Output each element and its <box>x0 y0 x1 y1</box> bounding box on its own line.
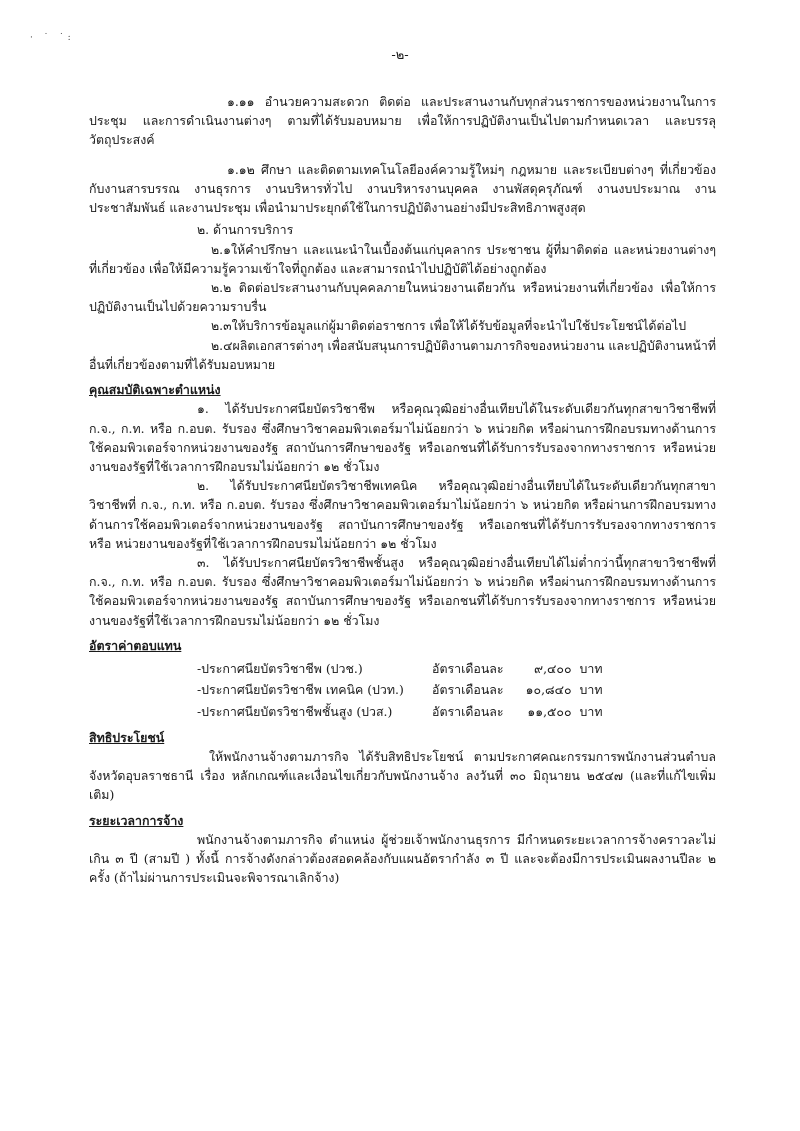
page-number: -๒- <box>391 48 409 63</box>
salary-rate: อัตราเดือนละ <box>432 661 504 677</box>
salary-label: -ประกาศนียบัตรวิชาชีพ (ปวช.) <box>197 661 363 677</box>
qualification-3: ๓. ได้รับประกาศนียบัตรวิชาชีพชั้นสูง หรือคุณวุฒิอย่างอื่นเทียบได้ไม่ต่ำกว่านี้ทุกสาขาวิชาชีพที่ ก.จ., ก.ท. หรือ ก.อบต. รับรอง ซึ่งศึกษาวิชาคอมพิวเตอร์มาไม่น้อยกว่า ๖ หน่วยกิต หรือผ่านการฝึกอบรมทางด้านการใช้คอมพิวเตอร์จากหน่วยงานของรัฐ สถาบันการศึกษาของรัฐ หรือเอกชนที่ได้รับการรับรองจากทางราชการ หรือหน่วยงานของรัฐที่ใช้เวลาการฝึกอบรมไม่น้อยกว่า ๑๒ ชั่วโมง <box>89 555 716 628</box>
salary-row <box>197 658 603 679</box>
salary-label: -ประกาศนียบัตรวิชาชีพชั้นสูง (ปวส.) <box>197 703 393 719</box>
duty-item-2-2: ๒.๒ ติดต่อประสานงานกับบุคคลภายในหน่วยงานเดียวกัน หรือหน่วยงานที่เกี่ยวข้อง เพื่อให้การปฏิบัติงานเป็นไปด้วยความราบรื่น <box>89 279 716 315</box>
duty-item-1-11: ๑.๑๑ อำนวยความสะดวก ติดต่อ และประสานงานกับทุกส่วนราชการของหน่วยงานในการประชุม และการดำเนินงานต่างๆ ตามที่ได้รับมอบหมาย เพื่อให้การปฏิบัติงานเป็นไปตามกำหนดเวลา และบรรลุวัตถุประสงค์ <box>89 94 716 148</box>
salary-rate: อัตราเดือนละ <box>432 682 504 698</box>
salary-unit: บาท <box>579 703 603 719</box>
salary-table <box>197 658 603 722</box>
salary-unit: บาท <box>579 682 603 698</box>
section-2-heading: ๒. ด้านการบริการ <box>197 222 294 238</box>
duty-item-2-1: ๒.๑ให้คำปรึกษา และแนะนำในเบื้องต้นแก่บุคลากร ประชาชน ผู้ที่มาติดต่อ และหน่วยงานต่างๆ ที่เกี่ยวข้อง เพื่อให้มีความรู้ความเข้าใจที่ถูกต้อง และสามารถนำไปปฏิบัติได้อย่างถูกต้อง <box>89 241 716 276</box>
duty-item-2-3: ๒.๓ให้บริการข้อมูลแก่ผู้มาติดต่อราชการ เพื่อให้ได้รับข้อมูลที่จะนำไปใช้ประโยชน์ได้ต่อไป <box>211 318 687 334</box>
salary-rate: อัตราเดือนละ <box>432 703 504 719</box>
salary-amount: ๑๐,๘๔๐ <box>525 682 572 698</box>
employment-period-text: พนักงานจ้างตามภารกิจ ตำแหน่ง ผู้ช่วยเจ้าพนักงานธุรการ มีกำหนดระยะเวลาการจ้างคราวละไม่เกิน ๓ ปี (สามปี ) ทั้งนี้ การจ้างดังกล่าวต้องสอดคล้องกับแผนอัตรากำลัง ๓ ปี และจะต้องมีการประเมินผลงานปีละ ๒ ครั้ง (ถ้าไม่ผ่านการประเมินจะพิจารณาเลิกจ้าง) <box>89 831 716 886</box>
benefits-heading: สิทธิประโยชน์ <box>89 729 165 745</box>
qualifications-heading: คุณสมบัติเฉพาะตำแหน่ง <box>89 382 221 398</box>
duty-item-2-4: ๒.๔ผลิตเอกสารต่างๆ เพื่อสนับสนุนการปฏิบัติงานตามภารกิจของหน่วยงาน และปฏิบัติงานหน้าที่อื่นที่เกี่ยวข้องตามที่ได้รับมอบหมาย <box>89 337 716 372</box>
scan-specks: · ˙ ˙: <box>30 33 75 43</box>
salary-unit: บาท <box>579 661 603 677</box>
qualification-1: ๑. ได้รับประกาศนียบัตรวิชาชีพ หรือคุณวุฒิอย่างอื่นเทียบได้ในระดับเดียวกันทุกสาขาวิชาชีพที่ ก.จ., ก.ท. หรือ ก.อบต. รับรอง ซึ่งศึกษาวิชาคอมพิวเตอร์มาไม่น้อยกว่า ๖ หน่วยกิต หรือผ่านการฝึกอบรมทางด้านการใช้คอมพิวเตอร์จากหน่วยงานของรัฐ สถาบันการศึกษาของรัฐ หรือเอกชนที่ได้รับการรับรองจากทางราชการ หรือหน่วยงานของรัฐที่ใช้เวลาการฝึกอบรมไม่น้อยกว่า ๑๒ ชั่วโมง <box>89 401 716 474</box>
employment-period-heading: ระยะเวลาการจ้าง <box>89 812 184 828</box>
salary-row <box>197 701 603 722</box>
benefits-text: ให้พนักงานจ้างตามภารกิจ ได้รับสิทธิประโยชน์ ตามประกาศคณะกรรมการพนักงานส่วนตำบลจังหวัดอุบลราชธานี เรื่อง หลักเกณฑ์และเงื่อนไขเกี่ยวกับพนักงานจ้าง ลงวันที่ ๓๐ มิถุนายน ๒๕๔๗ (และที่แก้ไขเพิ่มเติม) <box>89 749 716 803</box>
salary-amount: ๙,๔๐๐ <box>534 661 572 677</box>
duty-item-1-12: ๑.๑๒ ศึกษา และติดตามเทคโนโลยีองค์ความรู้ใหม่ๆ กฎหมาย และระเบียบต่างๆ ที่เกี่ยวข้อง กับงานสารบรรณ งานธุรการ งานบริหารทั่วไป งานบริหารงานบุคคล งานพัสดุครุภัณฑ์ งานงบประมาณ งานประชาสัมพันธ์ และงานประชุม เพื่อนำมาประยุกต์ใช้ในการปฏิบัติงานอย่างมีประสิทธิภาพสูงสุด <box>89 161 716 216</box>
salary-amount: ๑๑,๕๐๐ <box>527 703 572 719</box>
document-body <box>89 92 716 888</box>
salary-label: -ประกาศนียบัตรวิชาชีพ เทคนิค (ปวท.) <box>197 682 404 698</box>
compensation-heading: อัตราค่าตอบแทน <box>89 637 182 653</box>
salary-row <box>197 679 603 700</box>
qualification-2: ๒. ได้รับประกาศนียบัตรวิชาชีพเทคนิค หรือคุณวุฒิอย่างอื่นเทียบได้ในระดับเดียวกันทุกสาขาวิชาชีพที่ ก.จ., ก.ท. หรือ ก.อบต. รับรอง ซึ่งศึกษาวิชาคอมพิวเตอร์มาไม่น้อยกว่า ๖ หน่วยกิต หรือผ่านการฝึกอบรมทางด้านการใช้คอมพิวเตอร์จากหน่วยงานของรัฐ สถาบันการศึกษาของรัฐ หรือเอกชนที่ได้รับการรับรองจากทางราชการ หรือ หน่วยงานของรัฐที่ใช้เวลาการฝึกอบรมไม่น้อยกว่า ๑๒ ชั่วโมง <box>89 478 716 551</box>
